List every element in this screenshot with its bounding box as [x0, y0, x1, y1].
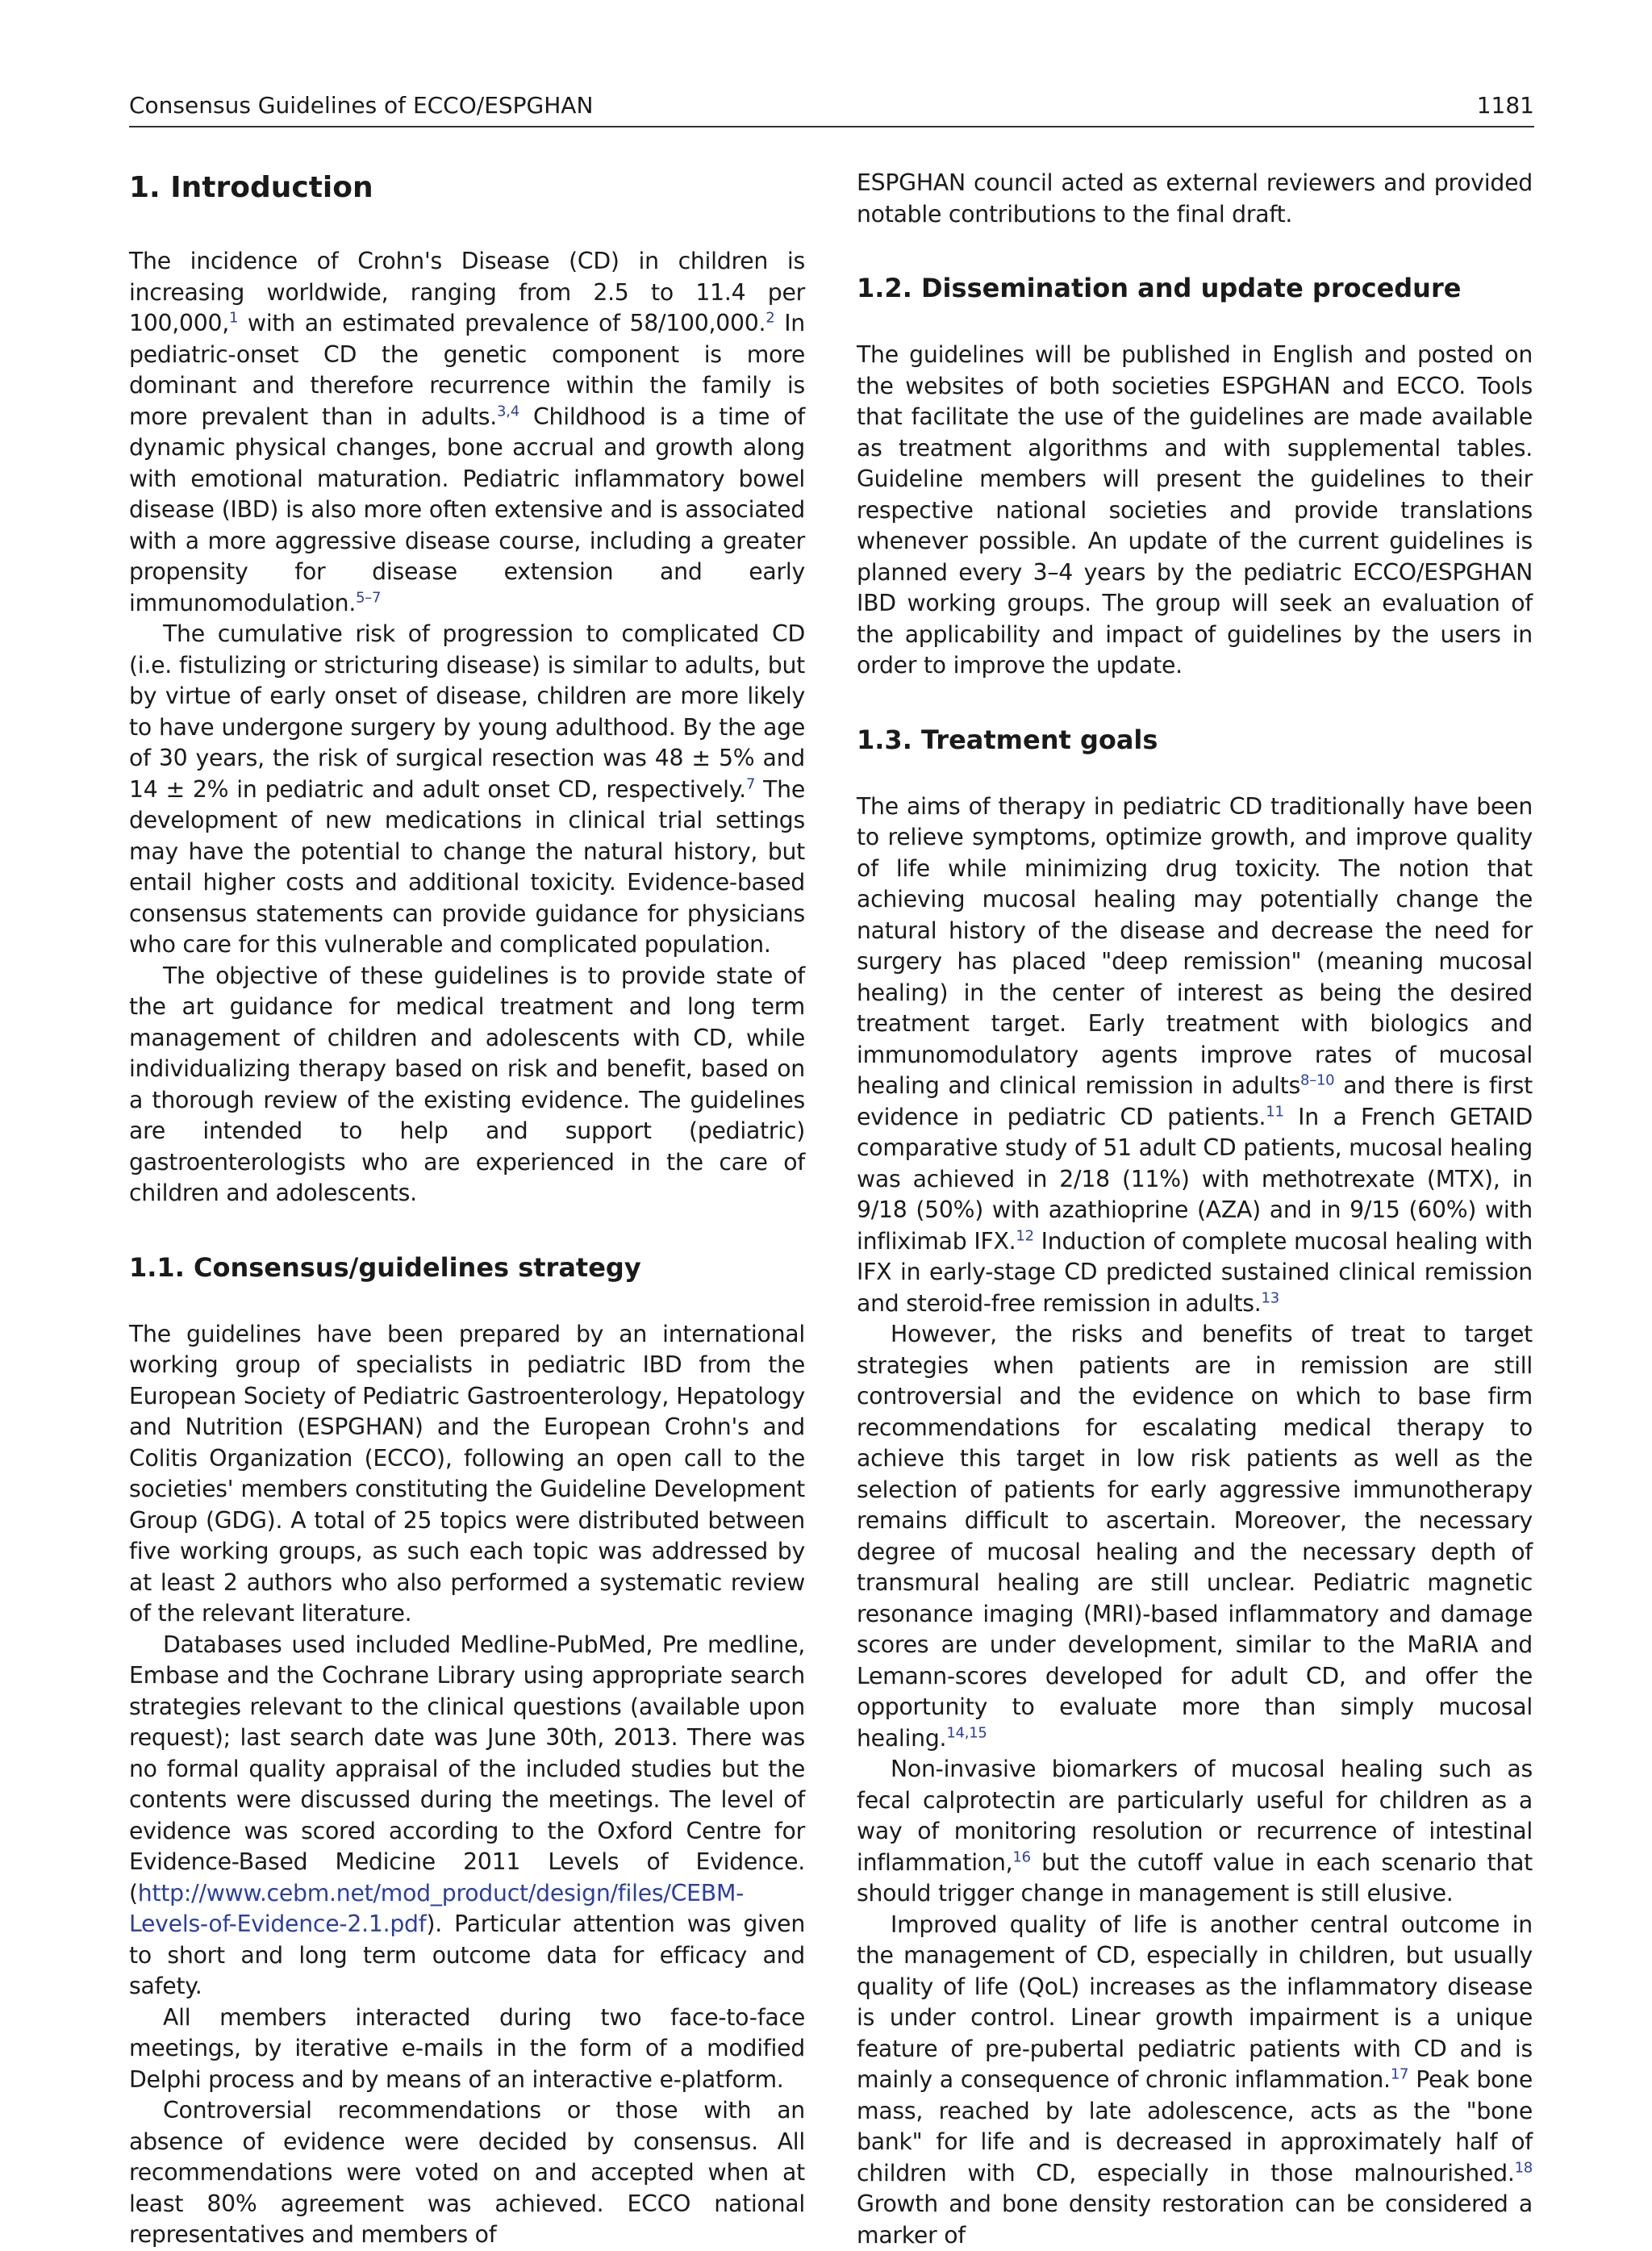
paragraph: The guidelines will be published in English and posted on the websites of both societies ESPGHAN and ECCO. Tools that facilitate the use of the guidelines are made available as treatment algorithms and with supplemental tables. Guideline members will present the guidelines to their respective national societies and provide translations whenever possible. An update of the current guidelines is planned every 3–4 years by the pediatric ECCO/ESPGHAN IBD working groups. The group will seek an evaluation of the applicability and impact of guidelines by the users in order to improve the update.: [857, 340, 1533, 682]
section-heading-dissemination: 1.2. Dissemination and update procedure: [857, 272, 1533, 304]
citation[interactable]: 13: [1262, 1289, 1279, 1306]
running-title: Consensus Guidelines of ECCO/ESPGHAN: [129, 92, 593, 119]
paragraph: The aims of therapy in pediatric CD traditionally have been to relieve symptoms, optimize growth, and improve quality of life while minimizing drug toxicity. The notion that achieving mucosal healing may potentially change the natural history of the disease and decrease the need for surgery has placed "deep remission" (meaning mucosal healing) in the center of interest as being the desired treatment target. Early treatment with biologics and immunomodulatory agents improve rates of mucosal healing and clinical remission in adults$^{8-10}$ and there is first evidence in pediatric CD patients.$^{11}$ In a French GETAID comparative study of 51 adult CD patients, mucosal healing was achieved in 2/18 (11%) with methotrexate (MTX), in 9/18 (50%) with azathioprine (AZA) and in 9/15 (60%) with infliximab IFX.$^{12}$ Induction of complete mucosal healing with IFX in early-stage CD predicted sustained clinical remission and steroid-free remission in adults.$^{13}$: [857, 791, 1533, 1320]
paragraph: The incidence of Crohn's Disease (CD) in children is increasing worldwide, ranging from 2.5 to 11.4 per 100,000,$^1$ with an estimated prevalence of 58/100,000.$^2$ In pediatric-onset CD the genetic component is more dominant and therefore recurrence within the family is more prevalent than in adults.$^{3,4}$ Childhood is a time of dynamic physical changes, bone accrual and growth along with emotional maturation. Pediatric inflammatory bowel disease (IBD) is also more often extensive and is associated with a more aggressive disease course, including a greater propensity for disease extension and early immunomodulation.$^{5-7}$: [129, 246, 805, 619]
citation[interactable]: 3,4: [497, 403, 519, 420]
citation[interactable]: 2: [766, 310, 774, 327]
citation[interactable]: 5–7: [356, 589, 381, 606]
paragraph: The objective of these guidelines is to provide state of the art guidance for medical treatment and long term management of children and adolescents with CD, while individualizing therapy based on risk and benefit, based on a thorough review of the existing evidence. The guidelines are intended to help and support (pediatric) gastroenterologists who are experienced in the care of children and adolescents.: [129, 961, 805, 1209]
section-heading-treatment-goals: 1.3. Treatment goals: [857, 724, 1533, 756]
page-number: 1181: [1477, 92, 1534, 119]
paragraph: Improved quality of life is another central outcome in the management of CD, especially in children, but usually quality of life (QoL) increases as the inflammatory disease is under control. Linear growth impairment is a unique feature of pre-pubertal pediatric patients with CD and is mainly a consequence of chronic inflammation.$^{17}$ Peak bone mass, reached by late adolescence, acts as the "bone bank" for life and is decreased in approximately half of children with CD, especially in those malnourished.$^{18}$ Growth and bone density restoration can be considered a marker of: [857, 1910, 1533, 2251]
citation[interactable]: 17: [1391, 2066, 1408, 2083]
citation[interactable]: 18: [1515, 2159, 1533, 2176]
citation[interactable]: 11: [1266, 1103, 1283, 1120]
section-heading-introduction: 1. Introduction: [129, 170, 805, 206]
paragraph: The cumulative risk of progression to complicated CD (i.e. fistulizing or stricturing disease) is similar to adults, but by virtue of early onset of disease, children are more likely to have undergone surgery by young adulthood. By the age of 30 years, the risk of surgical resection was 48 ± 5% and 14 ± 2% in pediatric and adult onset CD, respectively.$^7$ The development of new medications in clinical trial settings may have the potential to change the natural history, but entail higher costs and additional toxicity. Evidence-based consensus statements can provide guidance for physicians who care for this vulnerable and complicated population.: [129, 619, 805, 961]
paragraph: All members interacted during two face-to-face meetings, by iterative e-mails in the form of a modified Delphi process and by means of an interactive e-platform.: [129, 2003, 805, 2096]
paragraph: Controversial recommendations or those with an absence of evidence were decided by consensus. All recommendations were voted on and accepted when at least 80% agreement was achieved. ECCO national representatives and members of: [129, 2095, 805, 2251]
section-heading-consensus-strategy: 1.1. Consensus/guidelines strategy: [129, 1251, 805, 1284]
right-column: [857, 168, 1533, 2251]
citation[interactable]: 7: [746, 775, 755, 792]
left-column: [129, 165, 805, 2251]
citation[interactable]: 14,15: [946, 1724, 987, 1741]
paragraph: However, the risks and benefits of treat to target strategies when patients are in remission are still controversial and the evidence on which to base firm recommendations for escalating medical therapy to achieve this target in low risk patients as well as the selection of patients for early aggressive immunotherapy remains difficult to ascertain. Moreover, the necessary degree of mucosal healing and the necessary depth of transmural healing are still unclear. Pediatric magnetic resonance imaging (MRI)-based inflammatory and damage scores are under development, similar to the MaRIA and Lemann-scores developed for adult CD, and offer the opportunity to evaluate more than simply mucosal healing.$^{14,15}$: [857, 1319, 1533, 1754]
cebm-link[interactable]: http://www.cebm.net/mod_product/design/files/CEBM-Levels-of-Evidence-2.1.pdf: [129, 1880, 744, 1938]
paragraph: Databases used included Medline-PubMed, Pre medline, Embase and the Cochrane Library using appropriate search strategies relevant to the clinical questions (available upon request); last search date was June 30th, 2013. There was no formal quality appraisal of the included studies but the contents were discussed during the meetings. The level of evidence was scored according to the Oxford Centre for Evidence-Based Medicine 2011 Levels of Evidence. (http://www.cebm.net/mod_product/design/files/CEBM-Levels-of-Evidence-2.1.pdf). Particular attention was given to short and long term outcome data for efficacy and safety.: [129, 1630, 805, 2003]
citation[interactable]: 8–10: [1300, 1072, 1334, 1089]
paragraph-continued: ESPGHAN council acted as external reviewers and provided notable contributions to the final draft.: [857, 168, 1533, 230]
running-header: [129, 89, 1534, 127]
paragraph: The guidelines have been prepared by an international working group of specialists in pediatric IBD from the European Society of Pediatric Gastroenterology, Hepatology and Nutrition (ESPGHAN) and the European Crohn's and Colitis Organization (ECCO), following an open call to the societies' members constituting the Guideline Development Group (GDG). A total of 25 topics were distributed between five working groups, as such each topic was addressed by at least 2 authors who also performed a systematic review of the relevant literature.: [129, 1319, 805, 1630]
paragraph: Non-invasive biomarkers of mucosal healing such as fecal calprotectin are particularly useful for children as a way of monitoring resolution or recurrence of intestinal inflammation,$^{16}$ but the cutoff value in each scenario that should trigger change in management is still elusive.: [857, 1754, 1533, 1910]
citation[interactable]: 16: [1012, 1848, 1030, 1865]
citation[interactable]: 1: [229, 310, 238, 327]
citation[interactable]: 12: [1016, 1227, 1033, 1244]
